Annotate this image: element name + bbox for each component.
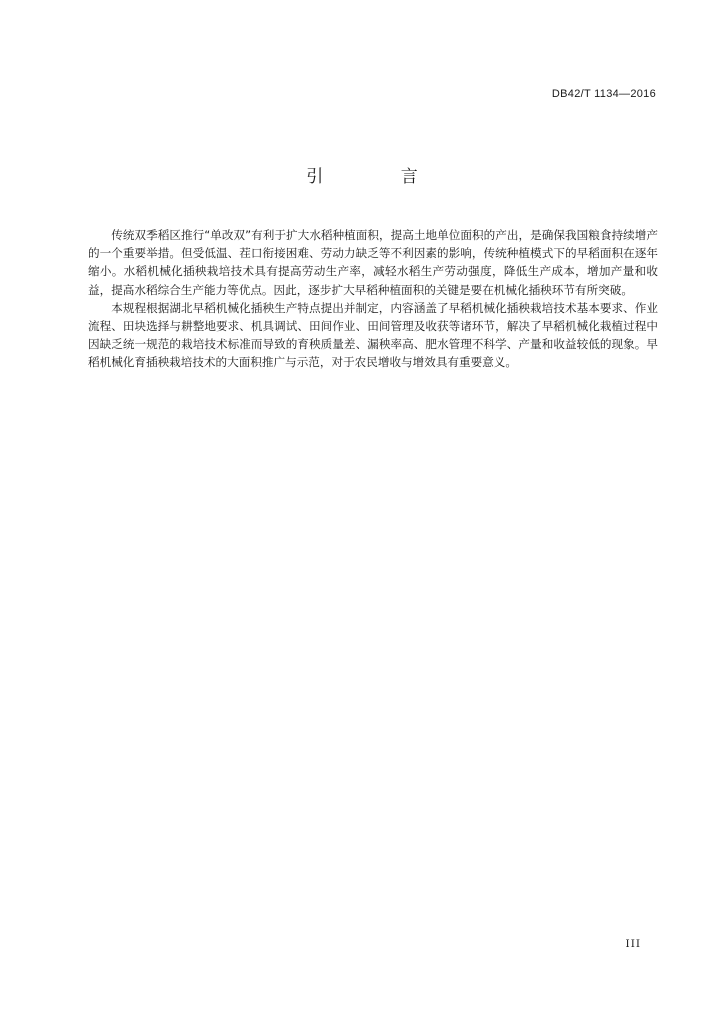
paragraph: 本规程根据湖北早稻机械化插秧生产特点提出并制定，内容涵盖了早稻机械化插秧栽培技术基本要求、作业流程、田块选择与耕整地要求、机具调试、田间作业、田间管理及收获等诸环节，解决了早稻机械化栽植过程中因缺乏统一规范的栽培技术标准而导致的育秧质量差、漏秧率高、肥水管理不科学、产量和收益较低的现象。早稻机械化育插秧栽培技术的大面积推广与示范，对于农民增收与增效具有重要意义。 — [88, 300, 658, 370]
page-number: III — [625, 938, 641, 950]
section-title: 引 言 — [306, 167, 454, 187]
paragraph: 传统双季稻区推行“单改双”有利于扩大水稻种植面积，提高土地单位面积的产出，是确保我国粮食持续增产的一个重要举措。但受低温、茬口衔接困难、劳动力缺乏等不利因素的影响，传统种植模式下的早稻面积在逐年缩小。水稻机械化插秧栽培技术具有提高劳动生产率，减轻水稻生产劳动强度，降低生产成本，增加产量和收益，提高水稻综合生产能力等优点。因此，逐步扩大早稻种植面积的关键是要在机械化插秧环节有所突破。 — [88, 228, 658, 297]
standard-code: DB42/T 1134—2016 — [551, 88, 656, 100]
body-text — [88, 226, 658, 372]
